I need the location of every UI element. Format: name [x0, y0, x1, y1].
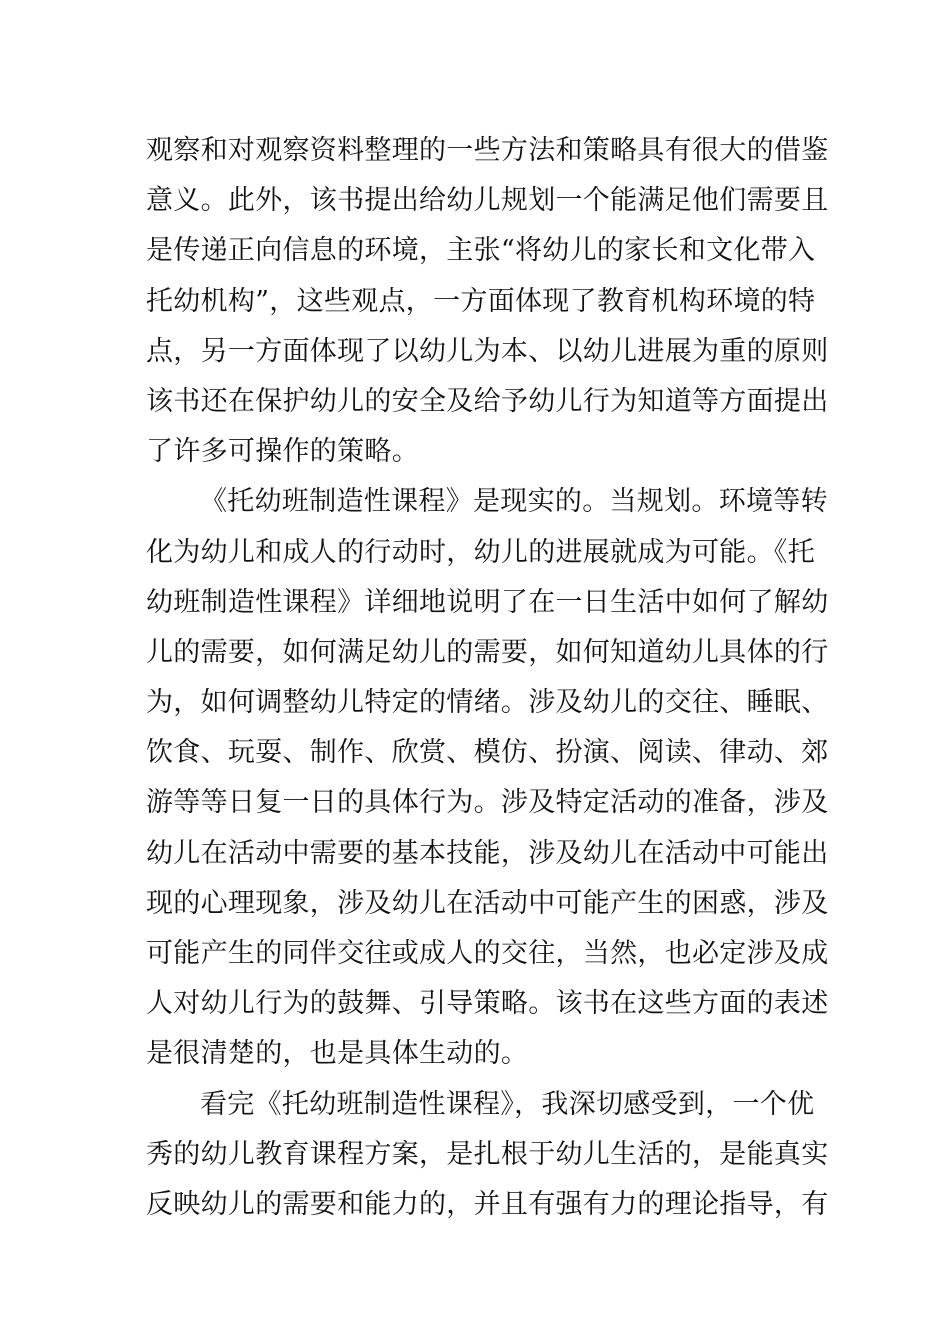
text-line: 现的心理现象，涉及幼儿在活动中可能产生的困惑，涉及	[146, 887, 829, 919]
text-line: 是传递正向信息的环境，主张“将幼儿的家长和文化带入	[146, 235, 816, 267]
text-line: 反映幼儿的需要和能力的，并且有强有力的理论指导，有	[146, 1188, 829, 1220]
text-line: 人对幼儿行为的鼓舞、引导策略。该书在这些方面的表述	[146, 988, 829, 1020]
text-line: 为，如何调整幼儿特定的情绪。涉及幼儿的交往、睡眠、	[146, 687, 829, 719]
text-line: 幼班制造性课程》详细地说明了在一日生活中如何了解幼	[146, 586, 829, 618]
text-line: 意义。此外，该书提出给幼儿规划一个能满足他们需要且	[146, 185, 829, 217]
text-line: 观察和对观察资料整理的一些方法和策略具有很大的借鉴	[146, 135, 829, 166]
text-line: 幼儿在活动中需要的基本技能，涉及幼儿在活动中可能出	[146, 837, 829, 869]
paragraph-first-line: 看完《托幼班制造性课程》，我深切感受到，一个优	[200, 1088, 815, 1120]
text-line: 化为幼儿和成人的行动时，幼儿的进展就成为可能。《托	[146, 536, 815, 568]
text-line: 点，另一方面体现了以幼儿为本、以幼儿进展为重的原则	[146, 335, 829, 367]
paragraph-first-line: 《托幼班制造性课程》是现实的。当规划。环境等转	[200, 486, 828, 518]
text-line: 该书还在保护幼儿的安全及给予幼儿行为知道等方面提出	[146, 385, 829, 417]
text-line: 饮食、玩耍、制作、欣赏、模仿、扮演、阅读、律动、郊	[146, 737, 829, 769]
text-line: 托幼机构”，这些观点，一方面体现了教育机构环境的特	[146, 285, 816, 317]
text-line: 秀的幼儿教育课程方案，是扎根于幼儿生活的，是能真实	[146, 1138, 829, 1170]
text-line: 儿的需要，如何满足幼儿的需要，如何知道幼儿具体的行	[146, 636, 829, 668]
body-text	[146, 126, 829, 1230]
text-line: 是很清楚的，也是具体生动的。	[146, 1038, 529, 1070]
text-line: 了许多可操作的策略。	[146, 436, 419, 468]
text-line: 可能产生的同伴交往或成人的交往，当然，也必定涉及成	[146, 938, 829, 969]
text-line: 游等等日复一日的具体行为。涉及特定活动的准备，涉及	[146, 787, 829, 819]
